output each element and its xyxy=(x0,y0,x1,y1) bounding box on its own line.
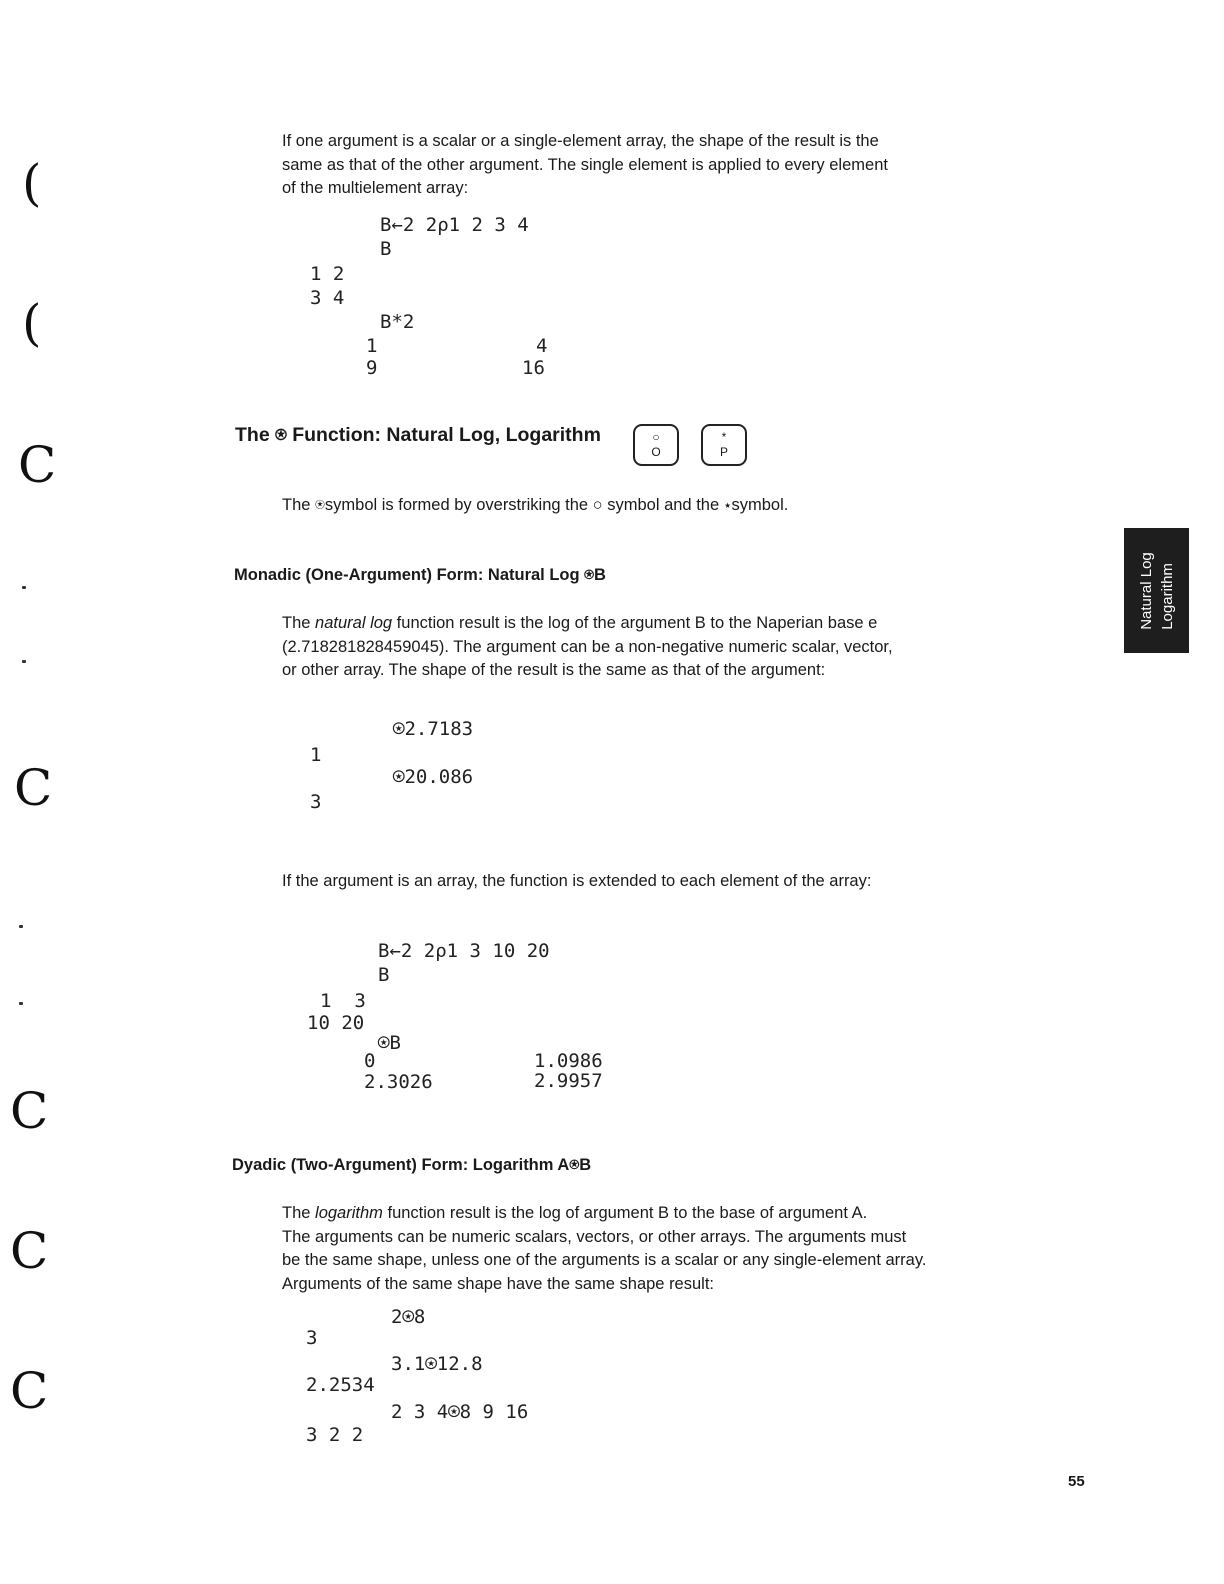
apl-output: 3 2 2 xyxy=(306,1424,364,1446)
overstrike-note: The ⍟symbol is formed by overstriking the ○ symbol and the ⋆symbol. xyxy=(282,496,789,514)
apl-input: 2 3 4⍟8 9 16 xyxy=(391,1401,529,1423)
key-upper-glyph: ○ xyxy=(652,430,660,444)
binder-hole-mark: ( xyxy=(22,294,42,352)
text-line: same as that of the other argument. The single element is applied to every element xyxy=(282,155,888,174)
apl-output: 1 3 xyxy=(320,990,366,1012)
key-upper-glyph: * xyxy=(721,430,727,444)
apl-input: ⍟2.7183 xyxy=(393,718,474,740)
apl-output: 16 xyxy=(522,357,545,379)
page-number: 55 xyxy=(1068,1473,1085,1490)
text-line: If one argument is a scalar or a single-element array, the shape of the result is the xyxy=(282,132,879,150)
binder-hole-mark: C xyxy=(10,1082,49,1140)
text-line: The arguments can be numeric scalars, vectors, or other arrays. The arguments must xyxy=(282,1227,907,1246)
apl-output: 2.9957 xyxy=(534,1070,603,1092)
apl-input: B xyxy=(380,238,392,260)
apl-input: B←2 2ρ1 3 10 20 xyxy=(378,940,550,962)
margin-dot xyxy=(19,1002,23,1005)
apl-output: 4 xyxy=(536,335,548,357)
text-line: The logarithm function result is the log of argument B to the base of argument A. xyxy=(282,1204,868,1222)
array-note: If the argument is an array, the function is extended to each element of the array: xyxy=(282,872,872,890)
text-line: The natural log function result is the log of the argument B to the Naperian base e xyxy=(282,614,878,632)
text-line: Arguments of the same shape have the same shape result: xyxy=(282,1274,714,1293)
apl-input: 2⍟8 xyxy=(391,1306,426,1328)
apl-output: 1.0986 xyxy=(534,1050,603,1072)
apl-input: B←2 2ρ1 2 3 4 xyxy=(380,214,529,236)
apl-input: B xyxy=(378,964,390,986)
margin-dot xyxy=(19,925,23,928)
key-lower-glyph: O xyxy=(651,445,661,459)
thumb-tab-label: Natural Log Logarithm xyxy=(1137,551,1176,630)
binder-hole-mark: C xyxy=(14,759,53,817)
text-line: of the multielement array: xyxy=(282,179,469,197)
apl-output: 3 xyxy=(310,791,322,813)
term-logarithm: logarithm xyxy=(315,1204,383,1222)
binder-hole-mark: C xyxy=(10,1222,49,1280)
apl-output: 0 xyxy=(364,1050,376,1072)
binder-hole-mark: ( xyxy=(22,154,42,212)
apl-output: 1 xyxy=(366,335,378,357)
apl-output: 2.2534 xyxy=(306,1374,375,1396)
monadic-paragraph xyxy=(282,612,893,683)
binder-hole-mark: C xyxy=(10,1362,49,1420)
margin-dot xyxy=(22,586,26,589)
term-natural-log: natural log xyxy=(315,614,393,632)
apl-input: ⍟B xyxy=(378,1032,401,1054)
monadic-heading: Monadic (One-Argument) Form: Natural Log ⍟B xyxy=(234,566,606,584)
text-line: (2.718281828459045). The argument can be a non-negative numeric scalar, vector, xyxy=(282,637,893,656)
apl-output: 9 xyxy=(366,357,378,379)
apl-output: 3 4 xyxy=(310,287,345,309)
apl-output: 10 20 xyxy=(307,1012,365,1034)
apl-output: 1 2 xyxy=(310,263,345,285)
section-title: The ⍟ Function: Natural Log, Logarithm xyxy=(235,424,601,446)
apl-output: 1 xyxy=(310,744,322,766)
section-thumb-tab xyxy=(1124,528,1189,653)
intro-paragraph xyxy=(282,130,888,201)
keyboard-key-star xyxy=(701,424,747,466)
dyadic-heading: Dyadic (Two-Argument) Form: Logarithm A⍟B xyxy=(232,1156,592,1174)
dyadic-paragraph xyxy=(282,1202,926,1296)
apl-output: 3 xyxy=(306,1327,318,1349)
apl-input: ⍟20.086 xyxy=(393,766,474,788)
binder-hole-mark: C xyxy=(18,436,57,494)
apl-input: B*2 xyxy=(380,311,415,333)
apl-input: 3.1⍟12.8 xyxy=(391,1353,483,1375)
text-line: or other array. The shape of the result is the same as that of the argument: xyxy=(282,661,826,679)
key-lower-glyph: P xyxy=(719,445,728,459)
text-line: be the same shape, unless one of the arguments is a scalar or any single-element array. xyxy=(282,1251,927,1269)
margin-dot xyxy=(22,660,26,663)
apl-output: 2.3026 xyxy=(364,1071,433,1093)
keyboard-key-circle xyxy=(633,424,679,466)
